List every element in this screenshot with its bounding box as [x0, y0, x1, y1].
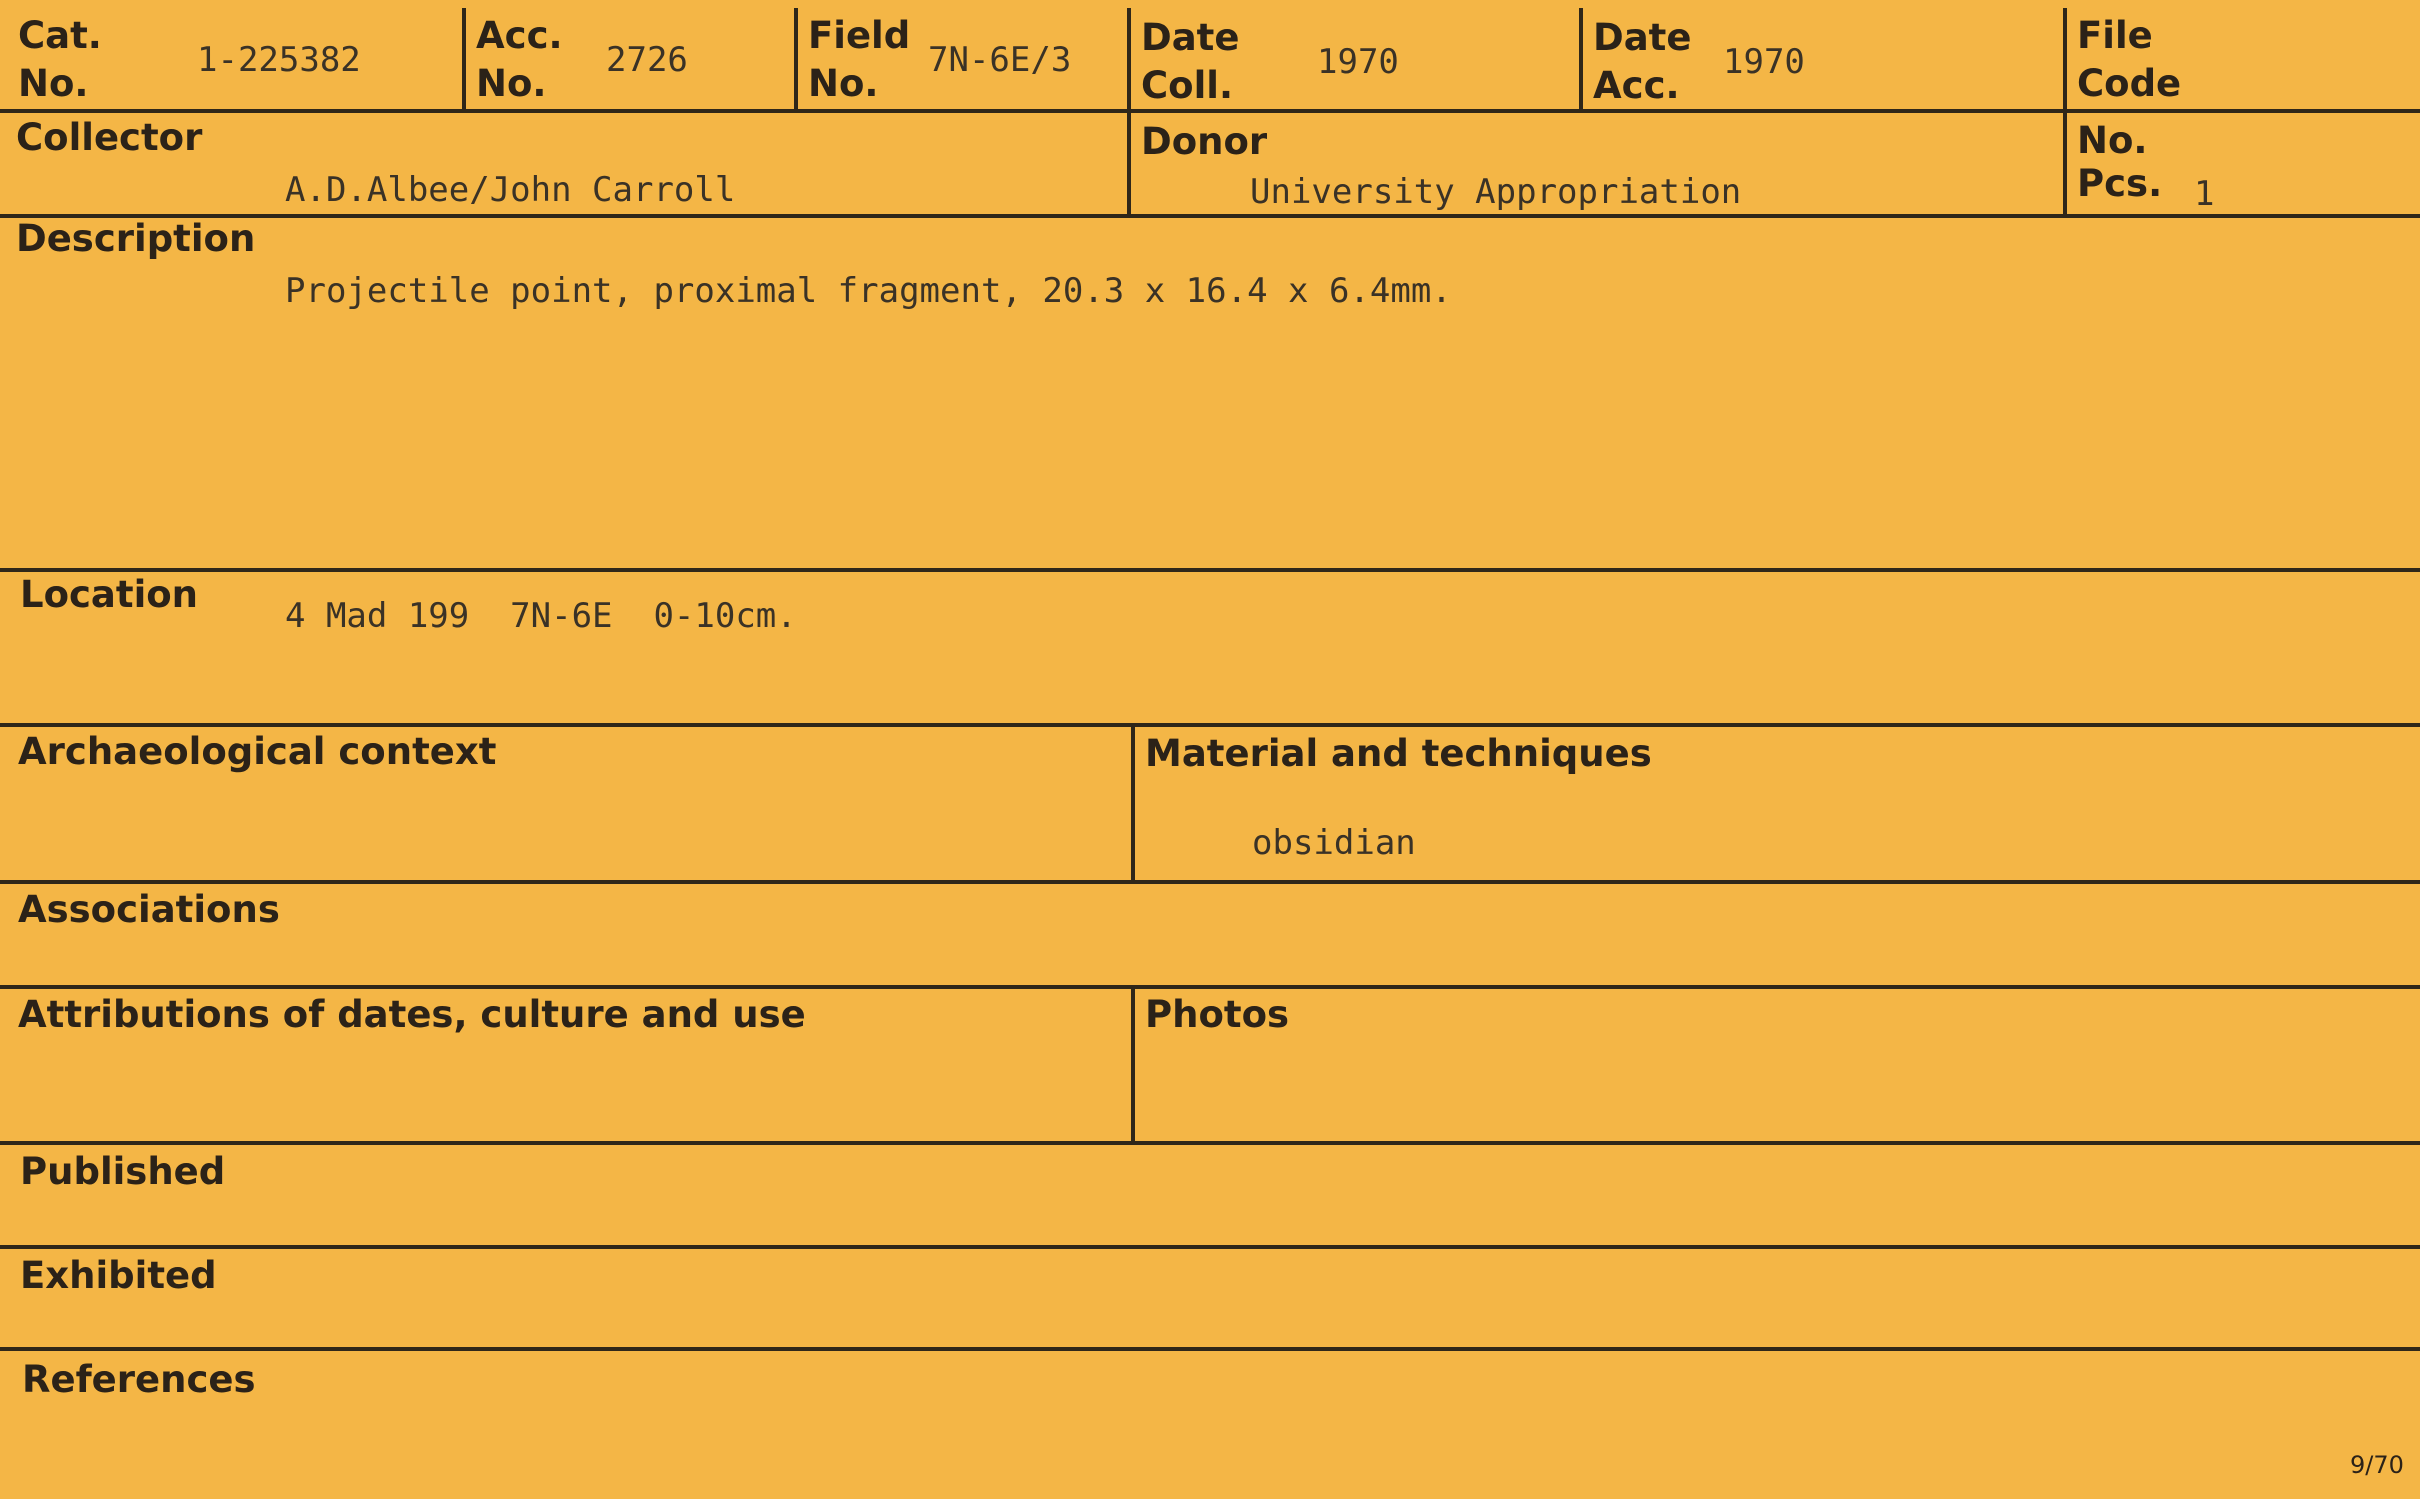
acc-no-label-line2: No. — [476, 62, 547, 106]
donor-label: Donor — [1141, 120, 1268, 163]
cat-no-label-line2: No. — [18, 62, 89, 106]
associations-label: Associations — [18, 888, 280, 931]
field-no-label — [808, 12, 910, 108]
pieces-value: 1 — [2194, 174, 2215, 214]
collector-value: A.D.Albee/John Carroll — [285, 170, 736, 210]
field-no-value: 7N-6E/3 — [928, 40, 1072, 80]
attributions-label: Attributions of dates, culture and use — [18, 993, 806, 1036]
file-code-label-line2: Code — [2077, 62, 2182, 106]
date-coll-label-line1: Date — [1141, 16, 1240, 59]
rule-collector-bottom — [0, 214, 2420, 218]
cat-no-value: 1-225382 — [197, 40, 361, 80]
date-acc-value: 1970 — [1723, 42, 1805, 82]
rule-v-datecoll-dateacc — [1579, 8, 1583, 111]
pieces-label-line2: Pcs. — [2077, 161, 2163, 205]
description-label: Description — [16, 217, 256, 260]
rule-published-bottom — [0, 1245, 2420, 1249]
material-label: Material and techniques — [1145, 732, 1652, 775]
form-date: 9/70 — [2350, 1451, 2404, 1479]
acc-no-value: 2726 — [606, 40, 688, 80]
cat-no-label — [18, 12, 102, 108]
date-coll-label — [1141, 14, 1239, 110]
pieces-label-line1: No. — [2077, 119, 2148, 162]
archaeological-context-label: Archaeological context — [18, 730, 497, 773]
rule-v-acc-field — [794, 8, 798, 111]
references-label: References — [22, 1358, 256, 1401]
acc-no-label — [476, 12, 563, 108]
photos-label: Photos — [1145, 993, 1290, 1036]
material-value: obsidian — [1252, 823, 1416, 863]
date-coll-label-line2: Coll. — [1141, 64, 1233, 108]
rule-context-bottom — [0, 880, 2420, 884]
cat-no-label-line1: Cat. — [18, 14, 102, 57]
file-code-label — [2077, 12, 2181, 108]
field-no-label-line2: No. — [808, 62, 879, 106]
location-label: Location — [20, 573, 199, 616]
donor-value: University Appropriation — [1250, 172, 1742, 212]
acc-no-label-line1: Acc. — [476, 14, 563, 57]
date-coll-value: 1970 — [1317, 42, 1399, 82]
pieces-label — [2077, 120, 2162, 205]
file-code-label-line1: File — [2077, 14, 2153, 57]
rule-exhibited-bottom — [0, 1347, 2420, 1351]
rule-v-cat-acc — [462, 8, 466, 111]
rule-associations-bottom — [0, 985, 2420, 989]
rule-location-bottom — [0, 723, 2420, 727]
location-value: 4 Mad 199 7N-6E 0-10cm. — [285, 596, 797, 636]
description-value: Projectile point, proximal fragment, 20.3 x 16.4 x 6.4mm. — [285, 271, 1452, 311]
rule-v-dateacc-file — [2063, 8, 2067, 218]
date-acc-label-line2: Acc. — [1593, 64, 1680, 108]
rule-v-field-datecoll — [1127, 8, 1131, 218]
rule-attributions-bottom — [0, 1141, 2420, 1145]
date-acc-label-line1: Date — [1593, 16, 1692, 59]
published-label: Published — [20, 1150, 226, 1193]
field-no-label-line1: Field — [808, 14, 911, 57]
exhibited-label: Exhibited — [20, 1254, 217, 1297]
rule-description-bottom — [0, 568, 2420, 572]
rule-v-attrib-photos — [1131, 985, 1135, 1145]
collector-label: Collector — [16, 116, 203, 159]
rule-v-context-material — [1131, 723, 1135, 883]
date-acc-label — [1593, 14, 1691, 110]
